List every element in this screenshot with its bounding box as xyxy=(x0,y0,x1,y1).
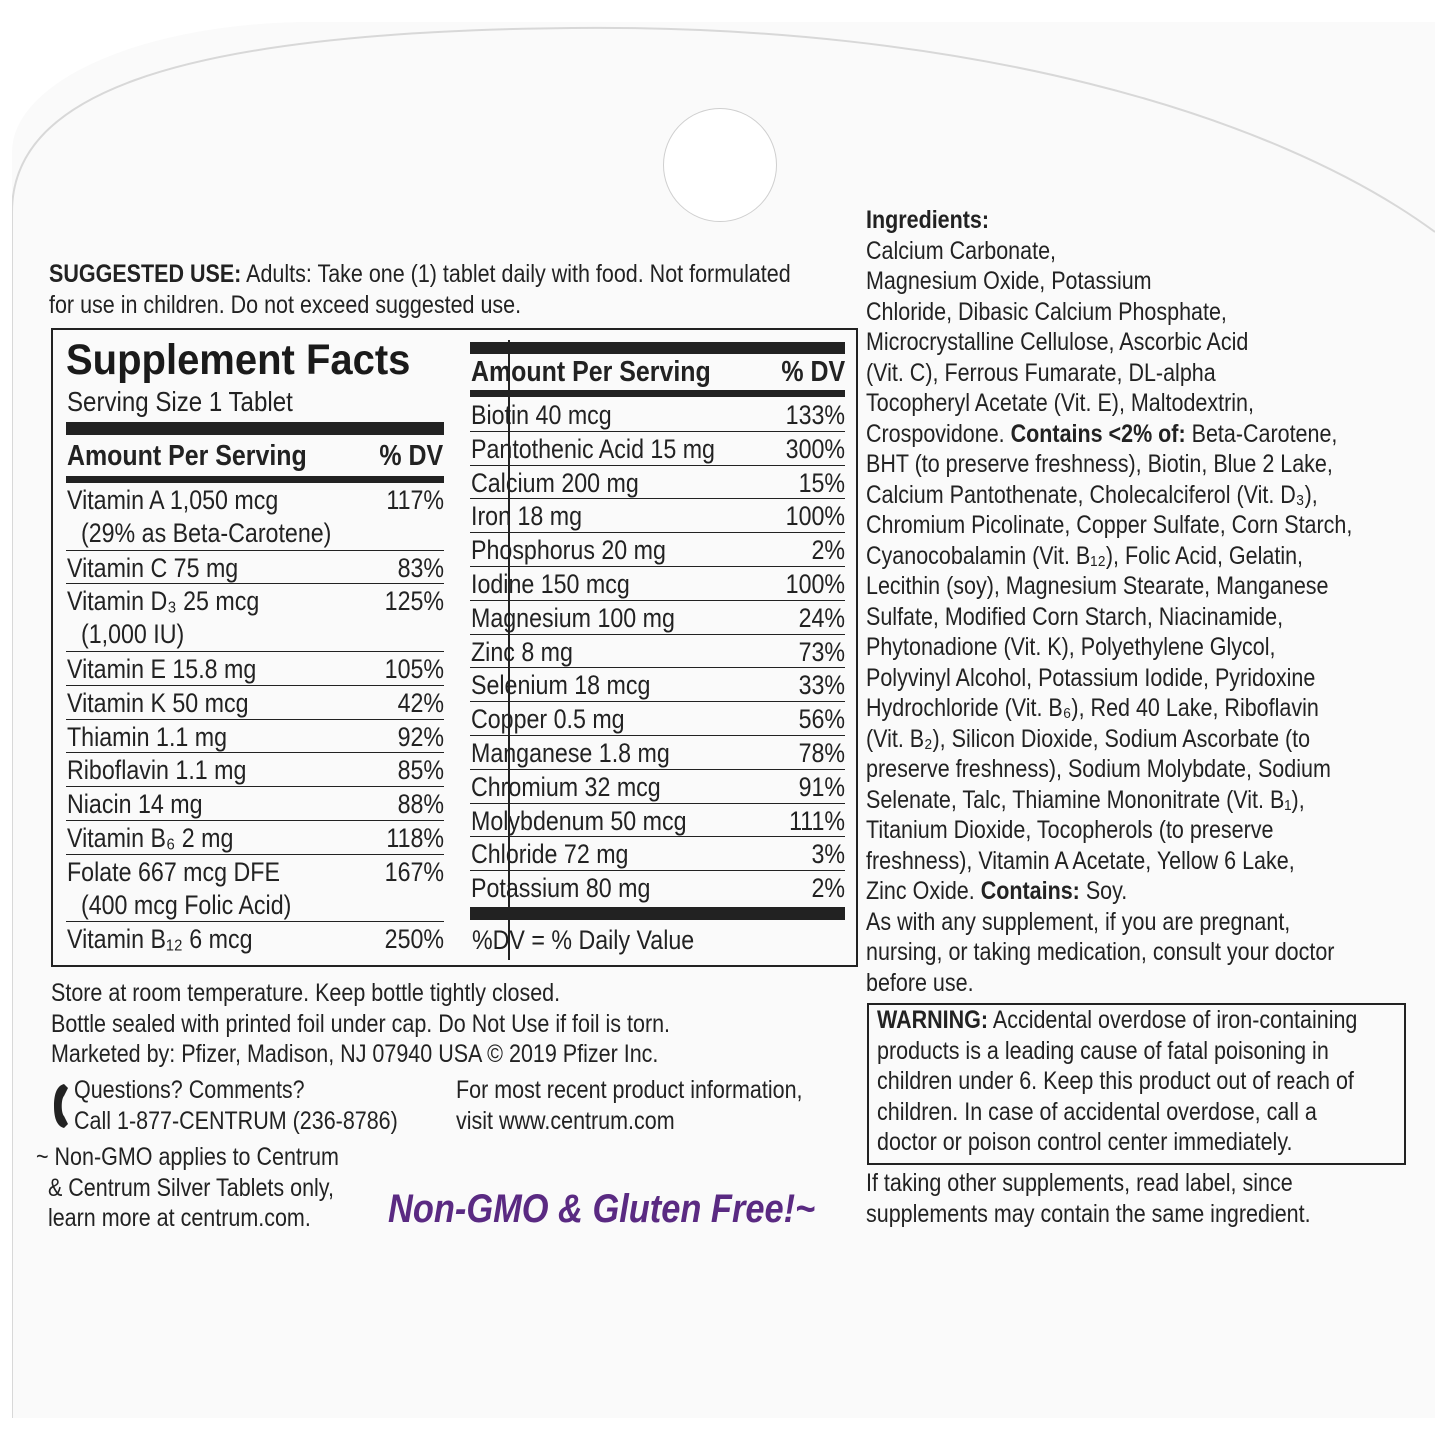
divider-bar xyxy=(470,907,845,920)
warning-line: doctor or poison control center immediately. xyxy=(877,1128,1293,1156)
iron-warning-box xyxy=(867,1003,1406,1165)
ingredients-line: preserve freshness), Sodium Molybdate, Sodium xyxy=(866,755,1331,783)
nutrient-row xyxy=(470,499,845,533)
caution-statement xyxy=(866,907,1432,999)
ingredients-lines xyxy=(866,449,1432,876)
other-supplements-line: If taking other supplements, read label, since xyxy=(866,1169,1293,1197)
ingredients-line: Titanium Dioxide, Tocopherols (to preserve xyxy=(866,816,1274,844)
storage-line: Store at room temperature. Keep bottle tightly closed. xyxy=(51,979,561,1007)
dv-header: % DV xyxy=(781,356,845,388)
caution-line: nursing, or taking medication, consult your doctor xyxy=(866,938,1335,966)
nutrient-name: Vitamin E 15.8 mg xyxy=(67,653,257,684)
serving-size: Serving Size 1 Tablet xyxy=(67,386,293,417)
nutrient-row xyxy=(470,736,845,770)
nutrient-row xyxy=(66,720,444,754)
ingredients-line: Crospovidone. Contains <2% of: Beta-Carotene, xyxy=(866,419,1338,448)
nutrient-row xyxy=(470,533,845,567)
nutrient-row xyxy=(470,432,845,466)
dv-header: % DV xyxy=(379,440,443,472)
dv-footnote: %DV = % Daily Value xyxy=(472,925,695,955)
amount-per-serving-label: Amount Per Serving xyxy=(471,356,711,388)
ingredients-line: Phytonadione (Vit. K), Polyethylene Glycol, xyxy=(866,633,1276,661)
facts-header-left xyxy=(67,438,443,474)
warning-line: products is a leading cause of fatal poisoning in xyxy=(877,1036,1329,1065)
nutrient-dv: 133% xyxy=(785,400,845,430)
suggested-use xyxy=(49,259,911,320)
website-line: visit www.centrum.com xyxy=(456,1106,675,1135)
supplement-facts-title: Supplement Facts xyxy=(66,336,411,384)
other-supplements-line: supplements may contain the same ingredient. xyxy=(866,1199,1311,1228)
nutrient-row xyxy=(470,668,845,702)
supplement-facts-panel xyxy=(51,328,858,967)
nutrient-name: Riboflavin 1.1 mg xyxy=(67,755,247,786)
iron-warning xyxy=(877,1005,1436,1158)
nutrient-name: Manganese 1.8 mg xyxy=(471,737,670,768)
nutrient-dv: 117% xyxy=(386,485,444,515)
nutrient-row xyxy=(66,483,444,551)
nutrient-row xyxy=(470,702,845,736)
divider-bar xyxy=(470,342,845,354)
warning-label: WARNING: xyxy=(877,1006,989,1034)
divider-bar xyxy=(66,476,444,483)
nutrient-dv: 83% xyxy=(397,552,444,583)
nutrient-row xyxy=(470,635,845,669)
nutrient-name: Pantothenic Acid 15 mg xyxy=(471,433,715,464)
hang-hole xyxy=(663,108,777,222)
non-gmo-note xyxy=(36,1142,388,1234)
ingredients-line: Chloride, Dibasic Calcium Phosphate, xyxy=(866,297,1227,326)
nutrient-dv: 250% xyxy=(384,924,444,955)
phone-icon xyxy=(52,1082,70,1130)
ingredients-line: (Vit. C), Ferrous Fumarate, DL-alpha xyxy=(866,358,1216,387)
ingredients-line: Chromium Picolinate, Copper Sulfate, Corn Starch, xyxy=(866,511,1353,539)
nutrient-name: Copper 0.5 mg xyxy=(471,704,625,735)
nutrient-name: Phosphorus 20 mg xyxy=(471,535,666,566)
nutrient-row xyxy=(66,922,444,956)
questions-contact xyxy=(74,1075,451,1136)
nutrient-dv: 3% xyxy=(811,839,845,870)
nutrient-dv: 167% xyxy=(384,856,444,887)
nutrient-name: Vitamin B₆ 2 mg xyxy=(67,822,234,853)
warning-line: children. In case of accidental overdose, call a xyxy=(877,1097,1317,1126)
ingredients-line: Hydrochloride (Vit. B₆), Red 40 Lake, Riboflavin xyxy=(866,694,1319,722)
nutrient-name: Thiamin 1.1 mg xyxy=(67,721,228,752)
ingredients-panel xyxy=(866,205,1432,998)
nutrient-dv: 88% xyxy=(397,789,444,820)
nutrient-name: Chromium 32 mcg xyxy=(471,771,661,802)
nutrient-row xyxy=(470,601,845,635)
nutrient-dv: 78% xyxy=(798,737,845,768)
nutrient-row xyxy=(66,686,444,720)
nutrient-row xyxy=(66,584,444,652)
nutrient-dv: 100% xyxy=(785,501,845,532)
nutrient-dv: 118% xyxy=(386,822,444,853)
nutrient-name: Vitamin C 75 mg xyxy=(67,552,239,583)
nutrient-row xyxy=(66,787,444,821)
ingredients-line: Microcrystalline Cellulose, Ascorbic Acid xyxy=(866,328,1249,356)
ingredients-line: Cyanocobalamin (Vit. B₁₂), Folic Acid, Gelatin, xyxy=(866,541,1304,570)
warning-line: WARNING: Accidental overdose of iron-containing xyxy=(877,1006,1358,1034)
nutrient-detail: (1,000 IU) xyxy=(81,619,185,650)
suggested-use-line: for use in children. Do not exceed suggested use. xyxy=(49,290,522,319)
other-supplements-note xyxy=(866,1168,1383,1229)
nutrient-row xyxy=(66,821,444,855)
nutrient-row xyxy=(470,770,845,804)
nutrient-name: Chloride 72 mg xyxy=(471,839,629,870)
non-gmo-gluten-free-banner: Non-GMO & Gluten Free!~ xyxy=(388,1187,816,1231)
nutrient-name: Vitamin A 1,050 mcg xyxy=(67,485,279,515)
nutrient-dv: 15% xyxy=(798,467,845,498)
nutrient-dv: 2% xyxy=(811,535,845,566)
nutrient-name: Biotin 40 mcg xyxy=(471,400,612,430)
divider-bar xyxy=(66,422,444,435)
ingredients-line: Polyvinyl Alcohol, Potassium Iodide, Pyridoxine xyxy=(866,663,1316,692)
nutrient-list-left xyxy=(66,483,444,956)
ingredients-line: Sulfate, Modified Corn Starch, Niacinamide, xyxy=(866,602,1284,631)
nutrient-dv: 111% xyxy=(789,805,845,836)
nutrient-dv: 92% xyxy=(397,721,444,752)
nutrient-row xyxy=(470,871,845,905)
amount-per-serving-label: Amount Per Serving xyxy=(67,440,307,472)
nutrient-name: Potassium 80 mg xyxy=(471,873,651,904)
ingredients-line: Selenate, Talc, Thiamine Mononitrate (Vit. B₁), xyxy=(866,785,1305,814)
nutrient-name: Magnesium 100 mg xyxy=(471,602,675,633)
warning-line: children under 6. Keep this product out of reach of xyxy=(877,1067,1354,1095)
non-gmo-note-line: ~ Non-GMO applies to Centrum xyxy=(36,1143,339,1171)
nutrient-detail: (29% as Beta-Carotene) xyxy=(81,518,332,548)
ingredients-line: (Vit. B₂), Silicon Dioxide, Sodium Ascorbate (to xyxy=(866,724,1311,753)
nutrient-row xyxy=(470,837,845,871)
storage-line: Bottle sealed with printed foil under cap. Do Not Use if foil is torn. xyxy=(51,1009,671,1038)
nutrient-row xyxy=(470,567,845,601)
nutrient-row xyxy=(470,466,845,500)
nutrient-row xyxy=(66,855,444,923)
nutrient-dv: 91% xyxy=(798,771,845,802)
nutrient-name: Vitamin B₁₂ 6 mcg xyxy=(67,924,253,955)
phone-number: Call 1-877-CENTRUM (236-8786) xyxy=(74,1106,398,1135)
nutrient-dv: 125% xyxy=(384,586,444,617)
nutrient-list-right xyxy=(470,398,845,905)
nutrient-name: Selenium 18 mcg xyxy=(471,670,651,701)
ingredients-line: Lecithin (soy), Magnesium Stearate, Manganese xyxy=(866,572,1329,600)
nutrient-name: Vitamin D₃ 25 mcg xyxy=(67,586,260,617)
ingredients-line: Calcium Carbonate, xyxy=(866,236,1057,265)
nutrient-dv: 42% xyxy=(397,687,444,718)
nutrient-dv: 73% xyxy=(798,636,845,667)
nutrient-row xyxy=(66,753,444,787)
questions-line: Questions? Comments? xyxy=(74,1076,305,1104)
nutrient-name: Vitamin K 50 mcg xyxy=(67,687,249,718)
non-gmo-note-line: & Centrum Silver Tablets only, xyxy=(36,1173,334,1202)
product-info xyxy=(456,1075,859,1136)
nutrient-row xyxy=(66,652,444,686)
marketed-by-line: Marketed by: Pfizer, Madison, NJ 07940 USA © 2019 Pfizer Inc. xyxy=(51,1040,659,1068)
nutrient-name: Zinc 8 mg xyxy=(471,636,573,667)
nutrient-dv: 2% xyxy=(811,873,845,904)
ingredients-line: Tocopheryl Acetate (Vit. E), Maltodextrin, xyxy=(866,389,1254,417)
nutrient-dv: 85% xyxy=(397,755,444,786)
ingredients-heading: Ingredients: xyxy=(866,206,990,234)
nutrient-dv: 33% xyxy=(798,670,845,701)
caution-line: before use. xyxy=(866,968,974,997)
nutrient-dv: 300% xyxy=(785,433,845,464)
ingredients-line: freshness), Vitamin A Acetate, Yellow 6 Lake, xyxy=(866,846,1295,875)
nutrient-dv: 56% xyxy=(798,704,845,735)
nutrient-row xyxy=(66,551,444,585)
nutrient-name: Folate 667 mcg DFE xyxy=(67,856,280,887)
nutrient-detail: (400 mcg Folic Acid) xyxy=(81,889,292,920)
divider-bar xyxy=(470,390,845,397)
storage-info xyxy=(51,978,771,1070)
non-gmo-note-line: learn more at centrum.com. xyxy=(36,1204,311,1232)
ingredients-line: Calcium Pantothenate, Cholecalciferol (Vit. D₃), xyxy=(866,480,1318,509)
product-info-line: For most recent product information, xyxy=(456,1076,803,1104)
ingredients-line: Magnesium Oxide, Potassium xyxy=(866,267,1152,295)
nutrient-name: Niacin 14 mg xyxy=(67,789,203,820)
nutrient-name: Iodine 150 mcg xyxy=(471,568,630,599)
facts-header-right xyxy=(471,354,845,390)
nutrient-dv: 105% xyxy=(384,653,444,684)
nutrient-row xyxy=(470,804,845,838)
nutrient-dv: 24% xyxy=(798,602,845,633)
caution-line: As with any supplement, if you are pregnant, xyxy=(866,907,1291,936)
ingredients-line: BHT (to preserve freshness), Biotin, Blue 2 Lake, xyxy=(866,450,1333,478)
suggested-use-line: SUGGESTED USE: Adults: Take one (1) tablet daily with food. Not formulated xyxy=(49,260,791,288)
ingredients-line: Zinc Oxide. Contains: Soy. xyxy=(866,877,1128,905)
nutrient-name: Calcium 200 mg xyxy=(471,467,639,498)
ingredients-lines xyxy=(866,236,1432,419)
nutrient-row xyxy=(470,398,845,432)
suggested-use-label: SUGGESTED USE: xyxy=(49,260,242,288)
nutrient-name: Molybdenum 50 mcg xyxy=(471,805,687,836)
nutrient-dv: 100% xyxy=(785,568,845,599)
nutrient-name: Iron 18 mg xyxy=(471,501,583,532)
